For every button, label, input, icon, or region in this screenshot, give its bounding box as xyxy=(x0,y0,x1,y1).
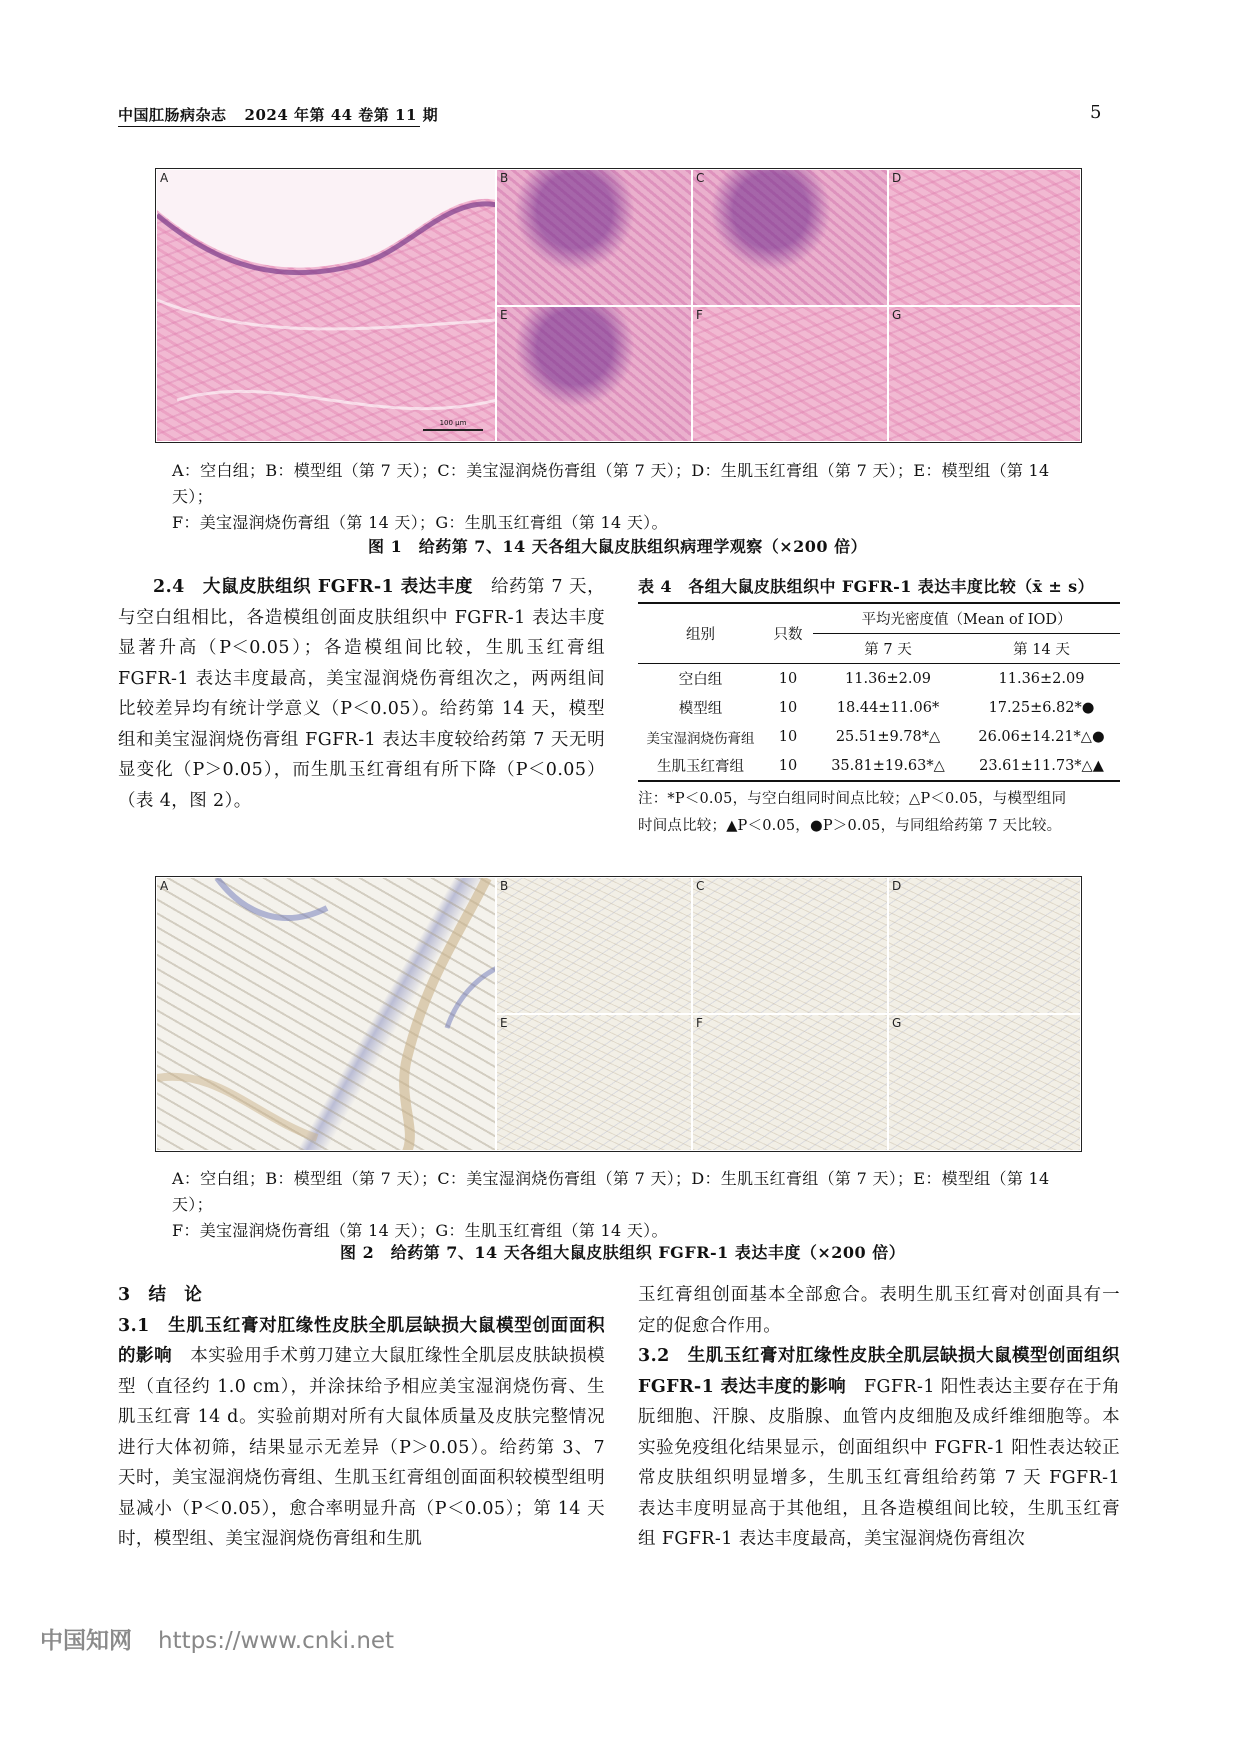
section-3-1-continued: 玉红膏组创面基本全部愈合。表明生肌玉红膏对创面具有一定的促愈合作用。 xyxy=(638,1285,1120,1336)
tissue-illustration xyxy=(157,878,496,1151)
col-group: 组别 xyxy=(686,627,715,643)
figure-2-panel-g: G xyxy=(888,1014,1081,1151)
figure-2-panel-f: F xyxy=(692,1014,888,1151)
table-4-title: 表 4 各组大鼠皮肤组织中 FGFR-1 表达丰度比较（x̄ ± s） xyxy=(638,577,1094,596)
cnki-brand: 中国知网 xyxy=(40,1628,132,1654)
section-3-right xyxy=(638,1280,1120,1555)
figure-1-panel-a xyxy=(156,169,496,442)
figure-1-panel-f: F xyxy=(692,306,888,442)
figure-1-panel-c: C xyxy=(692,169,888,306)
figure-1-panel-e: E xyxy=(496,306,692,442)
figure-2-panel-d: D xyxy=(888,877,1081,1014)
figure-2-panel-a: A xyxy=(156,877,496,1151)
table-row: 美宝湿润烧伤膏组 10 25.51±9.78*△ 26.06±14.21*△● xyxy=(646,728,1105,747)
issue-info: 2024 年第 44 卷第 11 期 xyxy=(244,106,439,124)
table-row: 生肌玉红膏组 10 35.81±19.63*△ 23.61±11.73*△▲ xyxy=(638,751,1120,781)
figure-1-panel-b: B xyxy=(496,169,692,306)
header-rule xyxy=(118,126,420,127)
figure-2-title: 图 2 给药第 7、14 天各组大鼠皮肤组织 FGFR-1 表达丰度（×200 倍） xyxy=(340,1243,906,1262)
running-header xyxy=(118,104,456,125)
col-day14: 第 14 天 xyxy=(1013,642,1070,658)
figure-1-title: 图 1 给药第 7、14 天各组大鼠皮肤组织病理学观察（×200 倍） xyxy=(368,537,868,556)
footer-watermark xyxy=(40,1622,394,1655)
section-3-2-heading: 3.2 生肌玉红膏对肛缘性皮肤全肌层缺损大鼠模型创面组织 FGFR-1 表达丰度的影响 xyxy=(638,1346,1120,1397)
section-3-left xyxy=(118,1280,605,1555)
cnki-url[interactable]: https://www.cnki.net xyxy=(158,1628,395,1654)
section-2-4-text: 给药第 7 天，与空白组相比，各造模组创面皮肤组织中 FGFR-1 表达丰度显著升高（P＜0.05）；各造模组间比较，生肌玉红膏组 FGFR-1 表达丰度最高，美宝湿润烧伤膏组次之，两两组间比较差异均有统计学意义（P＜0.05）。给药第 14 天，模型组和美宝湿润烧伤膏组 FGFR-1 表达丰度较给药第 7 天无明显变化（P＞0.05），而生肌玉红膏组有所下降（P＜0.05）（表 4，图 2）。 xyxy=(118,577,605,811)
figure-2-panel-c: C xyxy=(692,877,888,1014)
table-row: 空白组 10 11.36±2.09 11.36±2.09 xyxy=(638,664,1120,694)
panel-label: A xyxy=(160,171,169,185)
figure-2-panel-e: E xyxy=(496,1014,692,1151)
figure-2-legend: A：空白组；B：模型组（第 7 天）；C：美宝湿润烧伤膏组（第 7 天）；D：生肌玉红膏组（第 7 天）；E：模型组（第 14 天）； F：美宝湿润烧伤膏组（第 14 天）；G：生肌玉红膏组（第 14 天）。 xyxy=(172,1169,1050,1240)
col-iod: 平均光密度值（Mean of IOD） xyxy=(813,603,1120,634)
col-day7: 第 7 天 xyxy=(864,642,912,658)
section-2-4-heading: 2.4 大鼠皮肤组织 FGFR-1 表达丰度 xyxy=(153,577,473,597)
figure-1 xyxy=(155,168,1082,443)
section-3-1-heading: 3.1 生肌玉红膏对肛缘性皮肤全肌层缺损大鼠模型创面面积的影响 xyxy=(118,1315,605,1366)
scale-bar: 100 μm xyxy=(423,419,483,431)
figure-2-panel-b: B xyxy=(496,877,692,1014)
figure-1-panel-d: D xyxy=(888,169,1081,306)
section-3-1-text: 本实验用手术剪刀建立大鼠肛缘性全肌层皮肤缺损模型（直径约 1.0 cm），并涂抹给予相应美宝湿润烧伤膏、生肌玉红膏 14 d。实验前期对所有大鼠体质量及皮肤完整情况进行大体初筛，结果显示无差异（P＞0.05）。给药第 3、7 天时，美宝湿润烧伤膏组、生肌玉红膏组创面面积较模型组明显减小（P＜0.05），愈合率明显升高（P＜0.05）；第 14 天时，模型组、美宝湿润烧伤膏组和生肌 xyxy=(118,1346,606,1549)
figure-1-legend: A：空白组；B：模型组（第 7 天）；C：美宝湿润烧伤膏组（第 7 天）；D：生肌玉红膏组（第 7 天）；E：模型组（第 14 天）； F：美宝湿润烧伤膏组（第 14 天）；G：生肌玉红膏组（第 14 天）。 xyxy=(172,461,1050,532)
table-4 xyxy=(638,602,1120,840)
figure-2 xyxy=(155,876,1082,1152)
section-3-heading: 3 结 论 xyxy=(118,1285,203,1305)
table-row: 模型组 10 18.44±11.06* 17.25±6.82*● xyxy=(678,699,1095,717)
section-3-2-text: FGFR-1 阳性表达主要存在于角朊细胞、汗腺、皮脂腺、血管内皮细胞及成纤维细胞等。本实验免疫组化结果显示，创面组织中 FGFR-1 阳性表达较正常皮肤组织明显增多，生肌玉红膏组给药第 7 天 FGFR-1 表达丰度明显高于其他组，且各造模组间比较，生肌玉红膏组 FGFR-1 表达丰度最高，美宝湿润烧伤膏组次 xyxy=(638,1376,1120,1549)
skin-layer-illustration xyxy=(157,170,496,442)
journal-name: 中国肛肠病杂志 xyxy=(118,106,227,124)
page-number: 5 xyxy=(1090,102,1102,123)
col-n: 只数 xyxy=(773,627,803,643)
table-4-note: 注：*P＜0.05，与空白组同时间点比较；△P＜0.05，与模型组同 时间点比较；▲P＜0.05，●P＞0.05，与同组给药第 7 天比较。 xyxy=(638,791,1067,834)
figure-1-panel-g: G xyxy=(888,306,1081,442)
section-2-4 xyxy=(118,572,605,816)
